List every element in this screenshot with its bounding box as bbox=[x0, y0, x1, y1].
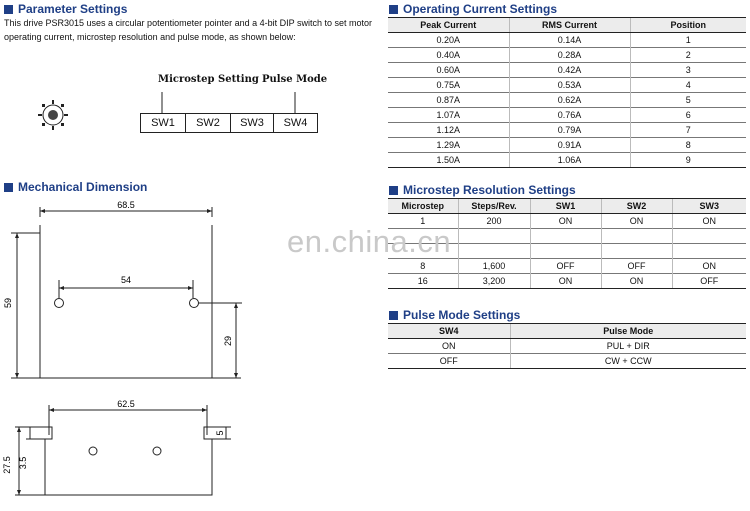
dimension-width-label: 68.5 bbox=[117, 200, 135, 210]
column-header: Pulse Mode bbox=[510, 324, 746, 339]
table-cell: 1 bbox=[630, 33, 746, 48]
table-cell: ON bbox=[601, 214, 672, 229]
section-marker-icon bbox=[389, 186, 398, 195]
table-cell: 5 bbox=[630, 93, 746, 108]
table-cell: 8 bbox=[630, 138, 746, 153]
table-row bbox=[388, 354, 746, 369]
table-cell: 6 bbox=[630, 108, 746, 123]
table-cell bbox=[601, 244, 672, 259]
table-cell: 3,200 bbox=[458, 274, 530, 289]
microstep-resolution-title: Microstep Resolution Settings bbox=[389, 183, 576, 197]
dip-switch-3: SW3 bbox=[230, 113, 274, 133]
table-cell: 0.28A bbox=[509, 48, 630, 63]
table-cell: 1.06A bbox=[509, 153, 630, 168]
table-cell: OFF bbox=[530, 259, 601, 274]
column-header: RMS Current bbox=[509, 18, 630, 33]
table-cell: 1.50A bbox=[388, 153, 509, 168]
column-header: Steps/Rev. bbox=[458, 199, 530, 214]
table-cell: ON bbox=[530, 274, 601, 289]
column-header: SW1 bbox=[530, 199, 601, 214]
table-cell: CW + CCW bbox=[510, 354, 746, 369]
table-cell: 0.60A bbox=[388, 63, 509, 78]
column-header: Position bbox=[630, 18, 746, 33]
table-cell: 0.14A bbox=[509, 33, 630, 48]
table-row bbox=[388, 138, 746, 153]
table-cell: 1.07A bbox=[388, 108, 509, 123]
dimension-side-width-label: 62.5 bbox=[117, 399, 135, 409]
table-cell: 0.62A bbox=[509, 93, 630, 108]
table-row bbox=[388, 33, 746, 48]
operating-current-table bbox=[388, 17, 746, 168]
dimension-hole-height-label: 29 bbox=[223, 335, 233, 347]
table-cell: 7 bbox=[630, 123, 746, 138]
table-cell: OFF bbox=[672, 274, 746, 289]
table-cell: 0.42A bbox=[509, 63, 630, 78]
table-cell: ON bbox=[388, 339, 510, 354]
section-marker-icon bbox=[4, 183, 13, 192]
table-cell: 0.76A bbox=[509, 108, 630, 123]
table-cell: 1,600 bbox=[458, 259, 530, 274]
table-cell: ON bbox=[530, 214, 601, 229]
column-header: SW2 bbox=[601, 199, 672, 214]
column-header: Peak Current bbox=[388, 18, 509, 33]
table-cell: 16 bbox=[388, 274, 458, 289]
table-row bbox=[388, 274, 746, 289]
table-cell bbox=[672, 244, 746, 259]
table-cell bbox=[530, 244, 601, 259]
table-row bbox=[388, 63, 746, 78]
parameter-settings-title: Parameter Settings bbox=[4, 2, 127, 16]
dimension-side-height-label: 27.5 bbox=[2, 456, 12, 474]
table-row bbox=[388, 108, 746, 123]
potentiometer-dial-icon bbox=[36, 98, 70, 132]
mechanical-dimension-title: Mechanical Dimension bbox=[4, 180, 147, 194]
switch-group-bracket bbox=[140, 88, 320, 114]
table-row bbox=[388, 93, 746, 108]
section-marker-icon bbox=[4, 5, 13, 14]
table-header-row bbox=[388, 18, 746, 33]
table-cell: 0.40A bbox=[388, 48, 509, 63]
table-row bbox=[388, 259, 746, 274]
mechanical-drawing bbox=[0, 195, 260, 511]
table-row bbox=[388, 339, 746, 354]
table-cell: 1.12A bbox=[388, 123, 509, 138]
dip-switch-1: SW1 bbox=[140, 113, 186, 133]
table-cell: 9 bbox=[630, 153, 746, 168]
table-cell: 1.29A bbox=[388, 138, 509, 153]
table-cell bbox=[672, 229, 746, 244]
section-marker-icon bbox=[389, 5, 398, 14]
table-cell: ON bbox=[601, 274, 672, 289]
table-row bbox=[388, 123, 746, 138]
table-cell: 0.79A bbox=[509, 123, 630, 138]
dimension-lip-label: 5 bbox=[215, 430, 225, 436]
table-cell: 0.87A bbox=[388, 93, 509, 108]
column-header: Microstep bbox=[388, 199, 458, 214]
table-cell: 1 bbox=[388, 214, 458, 229]
table-cell: 8 bbox=[388, 259, 458, 274]
table-row bbox=[388, 78, 746, 93]
table-cell: 0.53A bbox=[509, 78, 630, 93]
table-header-row bbox=[388, 324, 746, 339]
table-cell: ON bbox=[672, 214, 746, 229]
table-cell bbox=[530, 229, 601, 244]
table-cell bbox=[458, 244, 530, 259]
table-cell: PUL + DIR bbox=[510, 339, 746, 354]
table-cell bbox=[601, 229, 672, 244]
table-cell: 3 bbox=[630, 63, 746, 78]
dimension-flange-label: 3.5 bbox=[18, 456, 28, 470]
dimension-hole-spacing-label: 54 bbox=[120, 275, 132, 285]
table-cell: 200 bbox=[458, 214, 530, 229]
microstep-setting-label: Microstep Setting bbox=[158, 74, 259, 85]
table-row bbox=[388, 48, 746, 63]
dimension-height-label: 59 bbox=[3, 297, 13, 309]
table-cell: 4 bbox=[630, 78, 746, 93]
table-cell: OFF bbox=[601, 259, 672, 274]
table-header-row bbox=[388, 199, 746, 214]
table-cell: 2 bbox=[630, 48, 746, 63]
table-cell: 0.91A bbox=[509, 138, 630, 153]
table-cell: OFF bbox=[388, 354, 510, 369]
table-cell: 0.20A bbox=[388, 33, 509, 48]
watermark: en.china.cn bbox=[287, 224, 452, 259]
column-header: SW3 bbox=[672, 199, 746, 214]
operating-current-title: Operating Current Settings bbox=[389, 2, 557, 16]
section-marker-icon bbox=[389, 311, 398, 320]
pulse-mode-table bbox=[388, 323, 746, 369]
column-header: SW4 bbox=[388, 324, 510, 339]
table-cell bbox=[458, 229, 530, 244]
pulse-mode-label: Pulse Mode bbox=[262, 74, 328, 85]
table-cell: ON bbox=[672, 259, 746, 274]
table-row bbox=[388, 153, 746, 168]
dip-switch-2: SW2 bbox=[185, 113, 231, 133]
pulse-mode-settings-title: Pulse Mode Settings bbox=[389, 308, 520, 322]
table-cell: 0.75A bbox=[388, 78, 509, 93]
parameter-intro-text: This drive PSR3015 uses a circular potentiometer pointer and a 4-bit DIP switch to set motor operating current, microstep resolution and pulse mode, as shown below: bbox=[4, 18, 373, 42]
dip-switch-4: SW4 bbox=[273, 113, 318, 133]
